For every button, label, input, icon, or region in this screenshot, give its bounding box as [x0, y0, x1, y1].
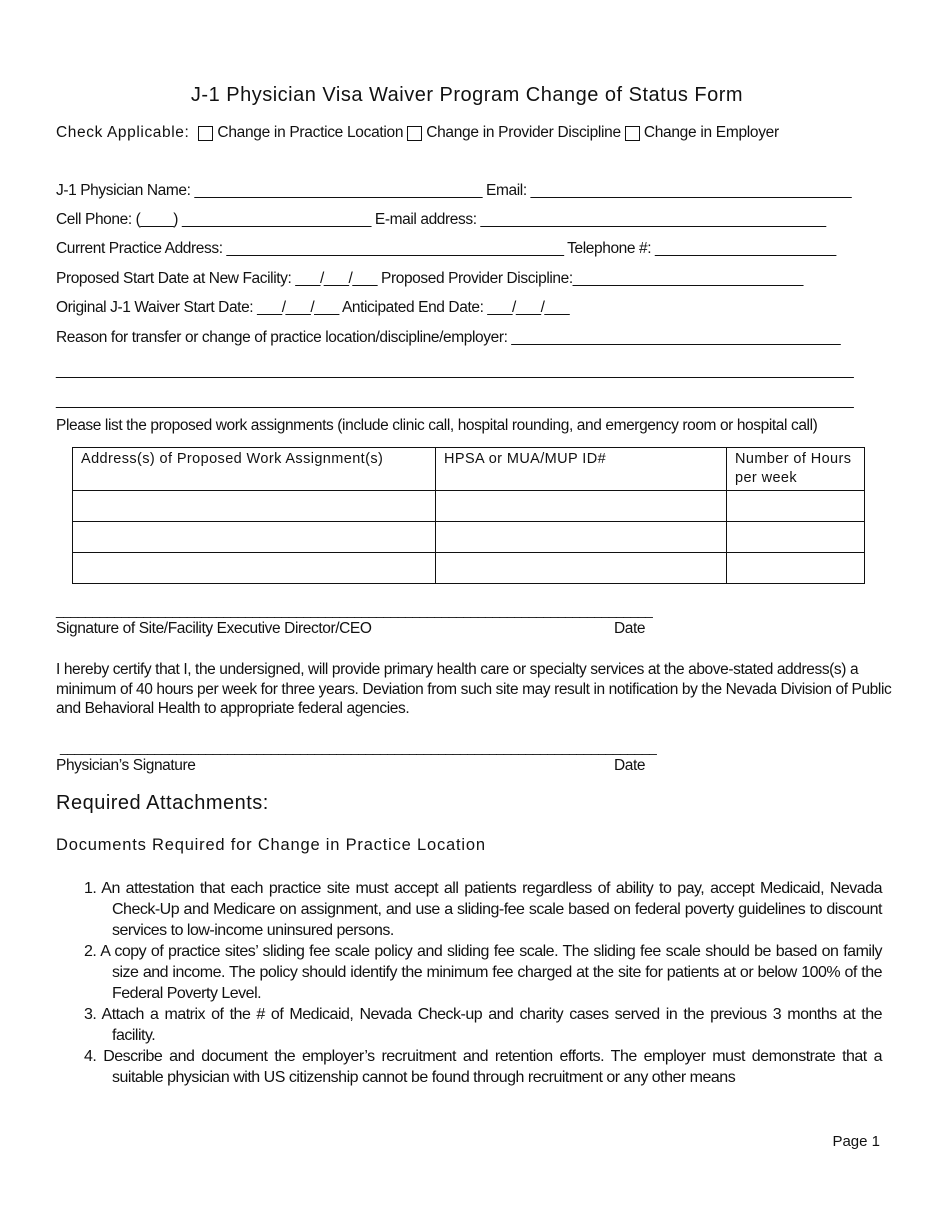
required-documents-list — [84, 878, 882, 1088]
director-date-label: Date — [614, 620, 646, 637]
list-item: 2. A copy of practice sites’ sliding fee scale policy and sliding fee scale. The sliding fee scale should be based on family size and income. The policy should identify the minimum fee charged at the site for patients at or below 100% of the Federal Poverty Level. — [84, 943, 882, 1002]
check-applicable-label: Check Applicable: — [56, 124, 190, 141]
check-applicable-row — [56, 124, 782, 142]
column-header-hpsa: HPSA or MUA/MUP ID# — [436, 448, 727, 491]
table-cell[interactable] — [436, 553, 727, 584]
list-item: 4. Describe and document the employer’s recruitment and retention efforts. The employer must demonstrate that a suitable physician with US citizenship cannot be found through recruitment or any other means — [84, 1048, 882, 1086]
table-cell[interactable] — [727, 553, 865, 584]
director-signature-label: Signature of Site/Facility Executive Director/CEO — [56, 620, 372, 637]
practice-address-telephone-line[interactable]: Current Practice Address: _________________________________________ Telephone #: ______________________ — [56, 240, 836, 257]
physician-date-label: Date — [614, 757, 646, 774]
work-assignments-instruction: Please list the proposed work assignments (include clinic call, hospital rounding, and emergency room or hospital call) — [56, 417, 818, 434]
table-cell[interactable] — [436, 522, 727, 553]
certification-paragraph: I hereby certify that I, the undersigned, will provide primary health care or specialty services at the above-stated address(s) a minimum of 40 hours per week for three years. Deviation from such site may result in notification by the Nevada Division of Public and Behavioral Health to appropriate federal agencies. — [56, 661, 892, 717]
physician-name-email-line[interactable]: J-1 Physician Name: ___________________________________ Email: _______________________________________ — [56, 182, 852, 199]
practice-location-documents-heading: Documents Required for Change in Practice Location — [56, 836, 486, 854]
table-cell[interactable] — [436, 491, 727, 522]
proposed-start-discipline-line[interactable]: Proposed Start Date at New Facility: ___/___/___ Proposed Provider Discipline:____________________________ — [56, 270, 803, 287]
table-cell[interactable] — [73, 491, 436, 522]
reason-blank-line[interactable]: _________________________________________________________________________________________________ — [56, 362, 854, 379]
waiver-dates-line[interactable]: Original J-1 Waiver Start Date: ___/___/___ Anticipated End Date: ___/___/___ — [56, 299, 570, 316]
list-item: 3. Attach a matrix of the # of Medicaid, Nevada Check-up and charity cases served in the previous 3 months at the facility. — [84, 1006, 882, 1044]
table-cell[interactable] — [727, 491, 865, 522]
form-title: J-1 Physician Visa Waiver Program Change of Status Form — [190, 84, 744, 106]
practice-location-option: Change in Practice Location — [217, 124, 404, 141]
director-signature-line[interactable]: __________________________________________________________________________________ — [56, 603, 653, 618]
employer-option: Change in Employer — [643, 124, 779, 141]
table-header-row — [73, 448, 865, 491]
column-header-address: Address(s) of Proposed Work Assignment(s) — [73, 448, 436, 491]
physician-signature-line[interactable]: __________________________________________________________________________________ — [60, 740, 657, 755]
table-row — [73, 553, 865, 584]
reason-line[interactable]: Reason for transfer or change of practice location/discipline/employer: ________________________________________ — [56, 329, 841, 346]
table-cell[interactable] — [73, 553, 436, 584]
table-row — [73, 491, 865, 522]
provider-discipline-option: Change in Provider Discipline — [426, 124, 621, 141]
employer-checkbox[interactable] — [625, 126, 640, 141]
provider-discipline-checkbox[interactable] — [407, 126, 422, 141]
cell-phone-email-line[interactable]: Cell Phone: (____) _______________________ E-mail address: __________________________________________ — [56, 211, 826, 228]
page-number: Page 1 — [832, 1133, 880, 1150]
practice-location-checkbox[interactable] — [198, 126, 213, 141]
column-header-hours: Number of Hours per week — [727, 448, 865, 491]
table-cell[interactable] — [727, 522, 865, 553]
table-cell[interactable] — [73, 522, 436, 553]
work-assignments-table — [72, 447, 865, 584]
table-row — [73, 522, 865, 553]
required-attachments-heading: Required Attachments: — [56, 792, 269, 814]
list-item: 1. An attestation that each practice site must accept all patients regardless of ability to pay, accept Medicaid, Nevada Check-Up and Medicare on assignment, and use a sliding-fee scale based on federal poverty guidelines to discount services to low-income uninsured persons. — [84, 880, 882, 939]
physician-signature-label: Physician’s Signature — [56, 757, 196, 774]
reason-blank-line[interactable]: _________________________________________________________________________________________________ — [56, 392, 854, 409]
